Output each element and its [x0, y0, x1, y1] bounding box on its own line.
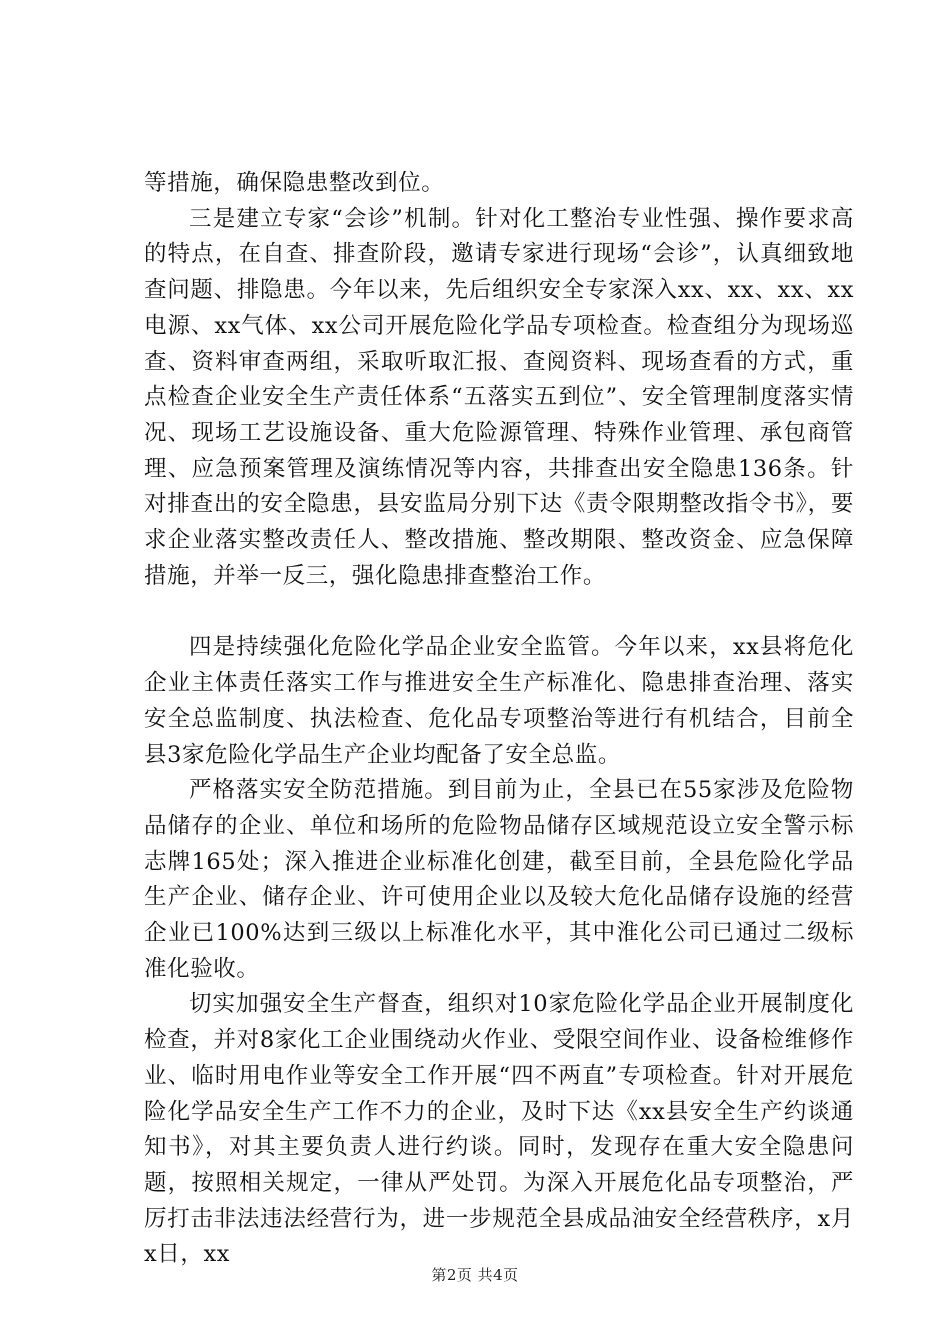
- page-number-footer: 第2页 共4页: [431, 1266, 519, 1284]
- paragraph-expert-consultation: 三是建立专家“会诊”机制。针对化工整治专业性强、操作要求高的特点，在自查、排查阶段，邀请专家进行现场“会诊”，认真细致地查问题、排隐患。今年以来，先后组织安全专家深入xx、xx、xx、xx电源、xx气体、xx公司开展危险化学品专项检查。检查组分为现场巡查、资料审查两组，采取听取汇报、查阅资料、现场查看的方式，重点检查企业安全生产责任体系“五落实五到位”、安全管理制度落实情况、现场工艺设施设备、重大危险源管理、特殊作业管理、承包商管理、应急预案管理及演练情况等内容，共排查出安全隐患136条。针对排查出的安全隐患，县安监局分别下达《责令限期整改指令书》，要求企业落实整改责任人、整改措施、整改期限、整改资金、应急保障措施，并举一反三，强化隐患排查整治工作。: [144, 205, 854, 589]
- paragraph-safety-inspection: 切实加强安全生产督查，组织对10家危险化学品企业开展制度化检查，并对8家化工企业围绕动火作业、受限空间作业、设备检维修作业、临时用电作业等安全工作开展“四不两直”专项检查。针对开展危险化学品安全生产工作不力的企业，及时下达《xx县安全生产约谈通知书》，对其主要负责人进行约谈。同时，发现存在重大安全隐患问题，按照相关规定，一律从严处罚。为深入开展危化品专项整治，严厉打击非法违法经营行为，进一步规范全县成品油安全经营秩序，x月x日，xx: [144, 991, 854, 1268]
- document-body: [144, 166, 854, 1273]
- paragraph-hazardous-supervision: 四是持续强化危险化学品企业安全监管。今年以来，xx县将危化企业主体责任落实工作与推进安全生产标准化、隐患排查治理、落实安全总监制度、执法检查、危化品专项整治等进行有机结合，目前全县3家危险化学品生产企业均配备了安全总监。: [144, 634, 854, 768]
- paragraph-gap: [144, 594, 854, 630]
- paragraph-continuation: 等措施，确保隐患整改到位。: [144, 170, 445, 196]
- paragraph-safety-measures: 严格落实安全防范措施。到目前为止，全县已在55家涉及危险物品储存的企业、单位和场所的危险物品储存区域规范设立安全警示标志牌165处；深入推进企业标准化创建，截至目前，全县危险化学品生产企业、储存企业、许可使用企业以及较大危化品储存设施的经营企业已100%达到三级以上标准化水平，其中淮化公司已通过二级标准化验收。: [144, 777, 854, 982]
